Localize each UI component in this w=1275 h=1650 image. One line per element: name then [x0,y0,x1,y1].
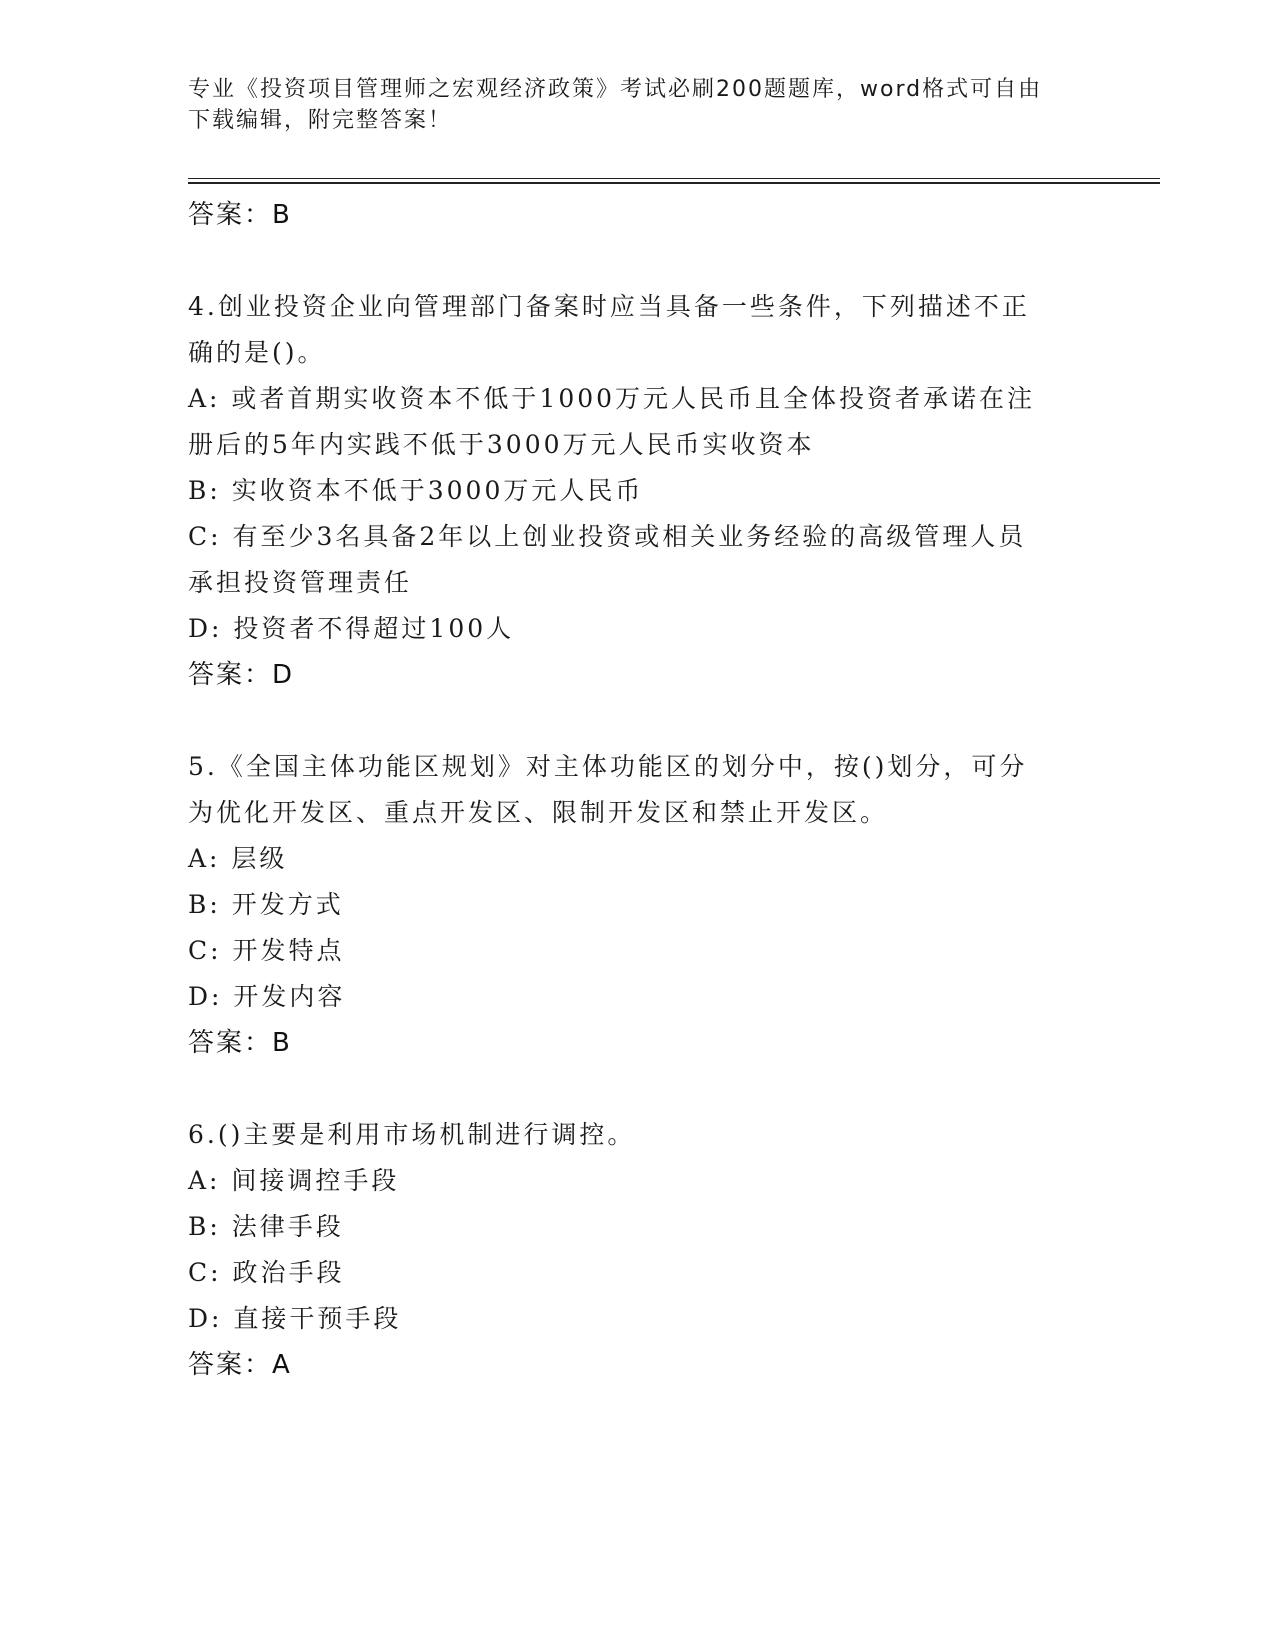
option-a-line: 册后的5年内实践不低于3000万元人民币实收资本 [188,430,815,459]
answer-label: 答案：D [188,660,295,690]
question-block [188,1112,1088,1388]
option-a-line: A: 或者首期实收资本不低于1000万元人民币且全体投资者承诺在注 [188,384,1036,413]
question-stem-line: 4.创业投资企业向管理部门备案时应当具备一些条件，下列描述不正 [188,292,1030,321]
question-stem-line: 6.()主要是利用市场机制进行调控。 [188,1120,636,1149]
option-a-line: A: 层级 [188,844,288,873]
question-block [188,284,1088,698]
question-stem-line: 确的是()。 [188,338,326,367]
option-d-line: D: 投资者不得超过100人 [188,614,515,643]
previous-answer: 答案：B [188,200,292,230]
option-d-line: D: 开发内容 [188,982,346,1011]
answer-label: 答案：A [188,1350,292,1380]
option-a-line: A: 间接调控手段 [188,1166,400,1195]
header-divider-thin [188,178,1160,179]
option-c-line: C: 有至少3名具备2年以上创业投资或相关业务经验的高级管理人员 [188,522,1027,551]
spacer [188,238,1088,284]
header-line-1: 专业《投资项目管理师之宏观经济政策》考试必刷200题题库，word格式可自由 [188,77,1043,102]
question-stem-line: 为优化开发区、重点开发区、限制开发区和禁止开发区。 [188,798,889,827]
option-b-line: B: 法律手段 [188,1212,344,1241]
option-c-line: 承担投资管理责任 [188,568,413,597]
question-list [188,192,1088,1388]
question-block [188,744,1088,1066]
answer-label: 答案：B [188,1028,292,1058]
option-c-line: C: 政治手段 [188,1258,345,1287]
spacer [188,1066,1088,1112]
question-stem-line: 5.《全国主体功能区规划》对主体功能区的划分中，按()划分，可分 [188,752,1028,781]
page-header [188,74,1078,136]
header-line-2: 下载编辑，附完整答案！ [188,108,453,133]
spacer [188,698,1088,744]
header-divider-thick [188,182,1160,184]
option-d-line: D: 直接干预手段 [188,1304,402,1333]
option-b-line: B: 开发方式 [188,890,344,919]
option-b-line: B: 实收资本不低于3000万元人民币 [188,476,644,505]
option-c-line: C: 开发特点 [188,936,345,965]
